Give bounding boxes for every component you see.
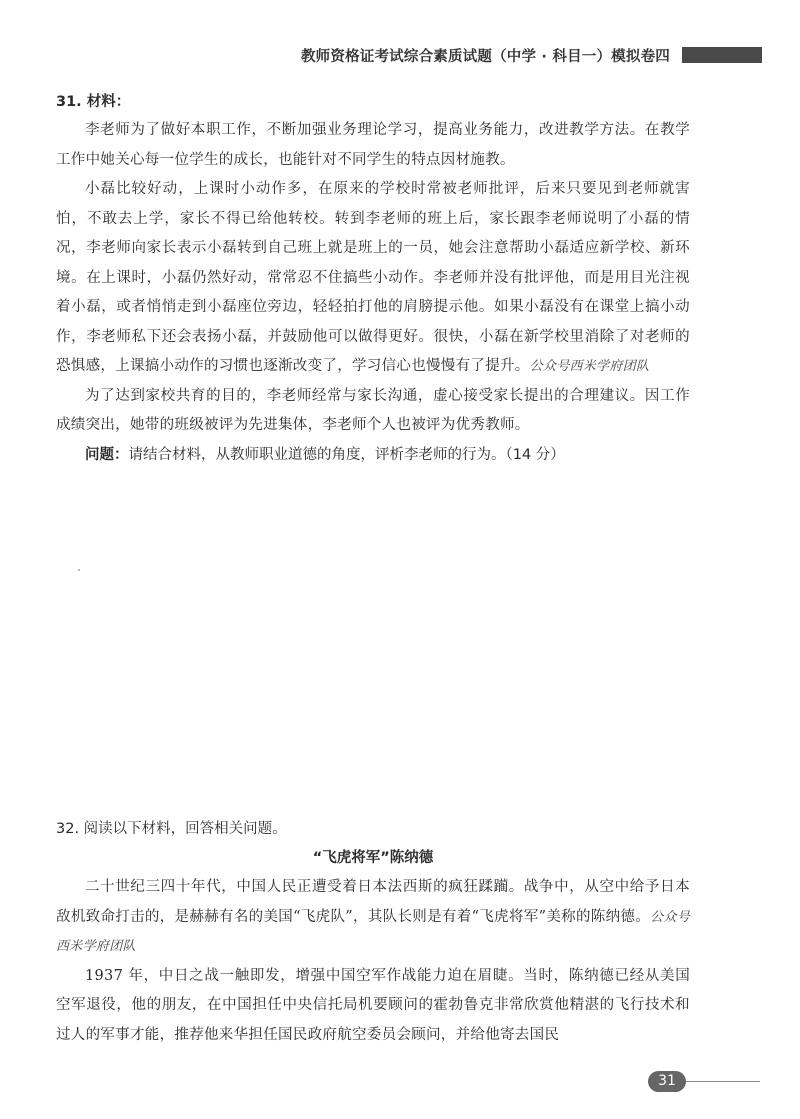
q31-paragraph-1: 李老师为了做好本职工作，不断加强业务理论学习，提高业务能力，改进教学方法。在教学工作中她关心每一位学生的成长，也能针对不同学生的特点因材施教。 bbox=[56, 122, 690, 168]
q31-paragraph-2: 小磊比较好动，上课时小动作多，在原来的学校时常被老师批评，后来只要见到老师就害怕，不敢去上学，家长不得已给他转校。转到李老师的班上后，家长跟李老师说明了小磊的情况，李老师向家长表示小磊转到自己班上就是班上的一员，她会注意帮助小磊适应新学校、新环境。在上课时，小磊仍然好动，常常忍不住搞些小动作。李老师并没有批评他，而是用目光注视着小磊，或者悄悄走到小磊座位旁边，轻轻拍打他的肩膀提示他。如果小磊没有在课堂上搞小动作，李老师私下还会表扬小磊，并鼓励他可以做得更好。很快，小磊在新学校里消除了对老师的恐惧感，上课搞小动作的习惯也逐渐改变了，学习信心也慢慢有了提升。公众号西米学府团队 bbox=[56, 181, 690, 374]
q31-paragraph-3: 为了达到家校共育的目的，李老师经常与家长沟通，虚心接受家长提出的合理建议。因工作成绩突出，她带的班级被评为先进集体，李老师个人也被评为优秀教师。 bbox=[56, 387, 690, 433]
question-31-label: 31. 材料： bbox=[56, 94, 131, 110]
stray-dot bbox=[78, 569, 80, 571]
question-31 bbox=[56, 88, 690, 470]
header-bar-decoration bbox=[682, 47, 762, 63]
q32-paragraph-1: 二十世纪三四十年代，中国人民正遭受着日本法西斯的疯狂蹂躏。战争中，从空中给予日本敌机致命打击的，是赫赫有名的美国“飞虎队”，其队长则是有着“飞虎将军”美称的陈纳德。公众号西米学府团队 bbox=[56, 879, 691, 954]
q31-question: 问题：请结合材料，从教师职业道德的角度，评析李老师的行为。（14 分） bbox=[85, 446, 565, 463]
header-title: 教师资格证考试综合素质试题（中学 · 科目一）模拟卷四 bbox=[300, 49, 670, 65]
question-32-label: 32. 阅读以下材料，回答相关问题。 bbox=[56, 821, 287, 837]
footer-line bbox=[686, 1081, 760, 1082]
watermark-text: 公众号西米学府团队 bbox=[529, 359, 650, 374]
page-footer bbox=[0, 1071, 800, 1093]
page-number: 31 bbox=[648, 1071, 686, 1092]
article-title: “飞虎将军”陈纳德 bbox=[312, 850, 434, 866]
q32-paragraph-2: 1937 年，中日之战一触即发，增强中国空军作战能力迫在眉睫。当时，陈纳德已经从美国空军退役，他的朋友，在中国担任中央信托局机要顾问的霍勃鲁克非常欣赏他精湛的飞行技术和过人的军事才能，推荐他来华担任国民政府航空委员会顾问，并给他寄去国民 bbox=[56, 967, 690, 1043]
watermark-text: 公众号西米学府团队 bbox=[56, 909, 691, 954]
page-header bbox=[0, 44, 800, 68]
question-32 bbox=[56, 815, 690, 1050]
